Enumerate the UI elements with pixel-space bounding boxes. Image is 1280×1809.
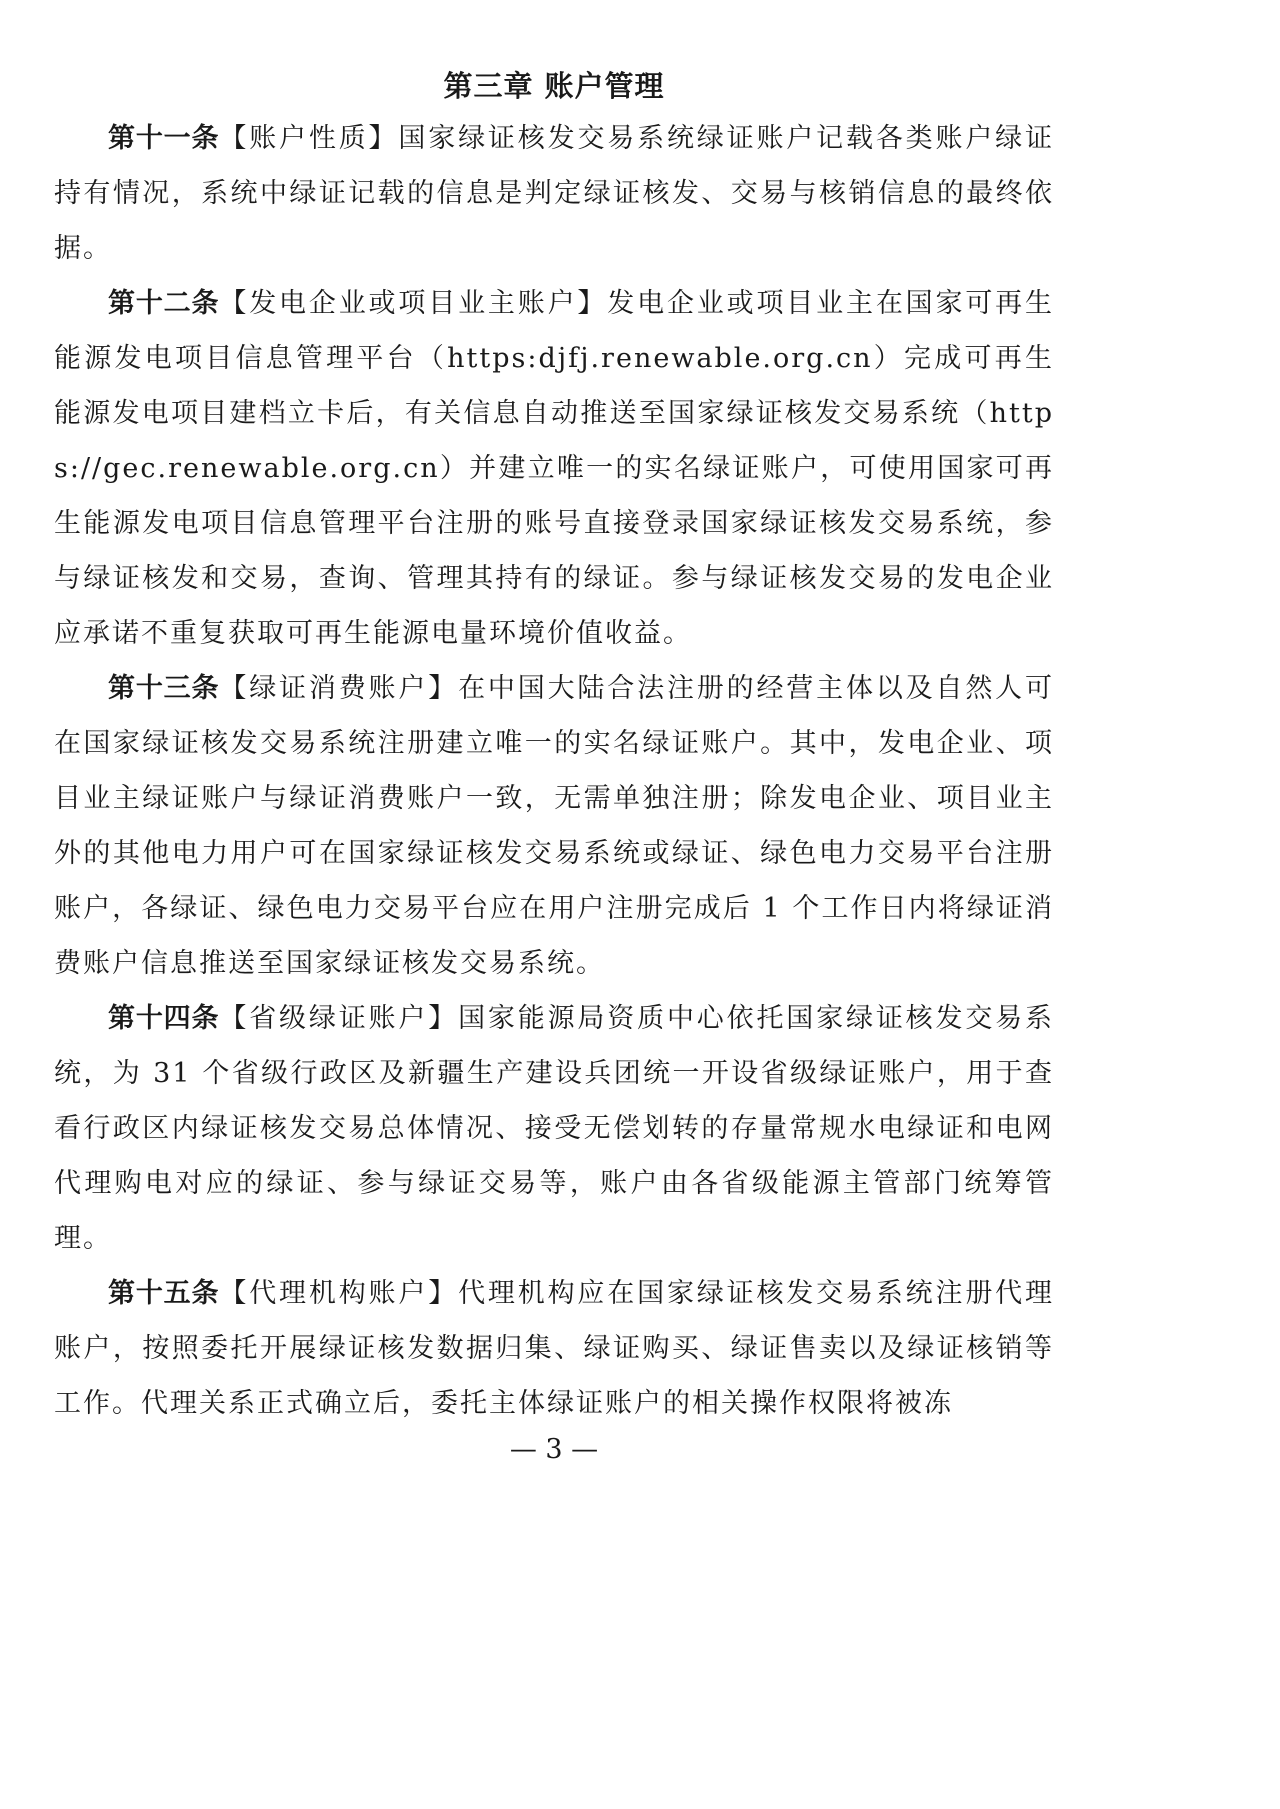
article-number: 第十三条 — [108, 673, 220, 704]
article-text: 在中国大陆合法注册的经营主体以及自然人可在国家绿证核发交易系统注册建立唯一的实名绿证账户。其中，发电企业、项目业主绿证账户与绿证消费账户一致，无需单独注册；除发电企业、项目业主外的其他电力用户可在国家绿证核发交易系统或绿证、绿色电力交易平台注册账户，各绿证、绿色电力交易平台应在用户注册完成后 1 个工作日内将绿证消费账户信息推送至国家绿证核发交易系统。 — [54, 673, 1055, 979]
article-11 — [54, 111, 1054, 276]
article-heading: 【代理机构账户】 — [219, 1278, 459, 1309]
article-heading: 【账户性质】 — [219, 123, 399, 154]
article-text: 代理机构应在国家绿证核发交易系统注册代理账户，按照委托开展绿证核发数据归集、绿证购买、绿证售卖以及绿证核销等工作。代理关系正式确立后，委托主体绿证账户的相关操作权限将被冻 — [54, 1278, 1055, 1419]
article-14 — [54, 991, 1054, 1266]
chapter-title: 第三章 账户管理 — [443, 69, 665, 103]
article-number: 第十五条 — [108, 1278, 220, 1309]
article-number: 第十四条 — [108, 1003, 220, 1034]
article-number: 第十一条 — [108, 123, 220, 154]
article-text: 国家能源局资质中心依托国家绿证核发交易系统，为 31 个省级行政区及新疆生产建设兵团统一开设省级绿证账户，用于查看行政区内绿证核发交易总体情况、接受无偿划转的存量常规水电绿证和电网代理购电对应的绿证、参与绿证交易等，账户由各省级能源主管部门统筹管理。 — [54, 1003, 1055, 1254]
page-number: — 3 — — [509, 1434, 599, 1465]
article-heading: 【绿证消费账户】 — [219, 673, 459, 704]
article-15 — [54, 1266, 1054, 1431]
article-12 — [54, 276, 1054, 661]
article-text: 国家绿证核发交易系统绿证账户记载各类账户绿证持有情况，系统中绿证记载的信息是判定绿证核发、交易与核销信息的最终依据。 — [54, 123, 1055, 264]
article-text: 发电企业或项目业主在国家可再生能源发电项目信息管理平台（https:djfj.renewable.org.cn）完成可再生能源发电项目建档立卡后，有关信息自动推送至国家绿证核发交易系统（https://gec.renewable.org.cn）并建立唯一的实名绿证账户，可使用国家可再生能源发电项目信息管理平台注册的账号直接登录国家绿证核发交易系统，参与绿证核发和交易，查询、管理其持有的绿证。参与绿证核发交易的发电企业应承诺不重复获取可再生能源电量环境价值收益。 — [54, 288, 1055, 649]
article-heading: 【省级绿证账户】 — [219, 1003, 459, 1034]
document-body — [54, 111, 1054, 1431]
article-number: 第十二条 — [108, 288, 220, 319]
article-heading: 【发电企业或项目业主账户】 — [219, 288, 608, 319]
article-13 — [54, 661, 1054, 991]
